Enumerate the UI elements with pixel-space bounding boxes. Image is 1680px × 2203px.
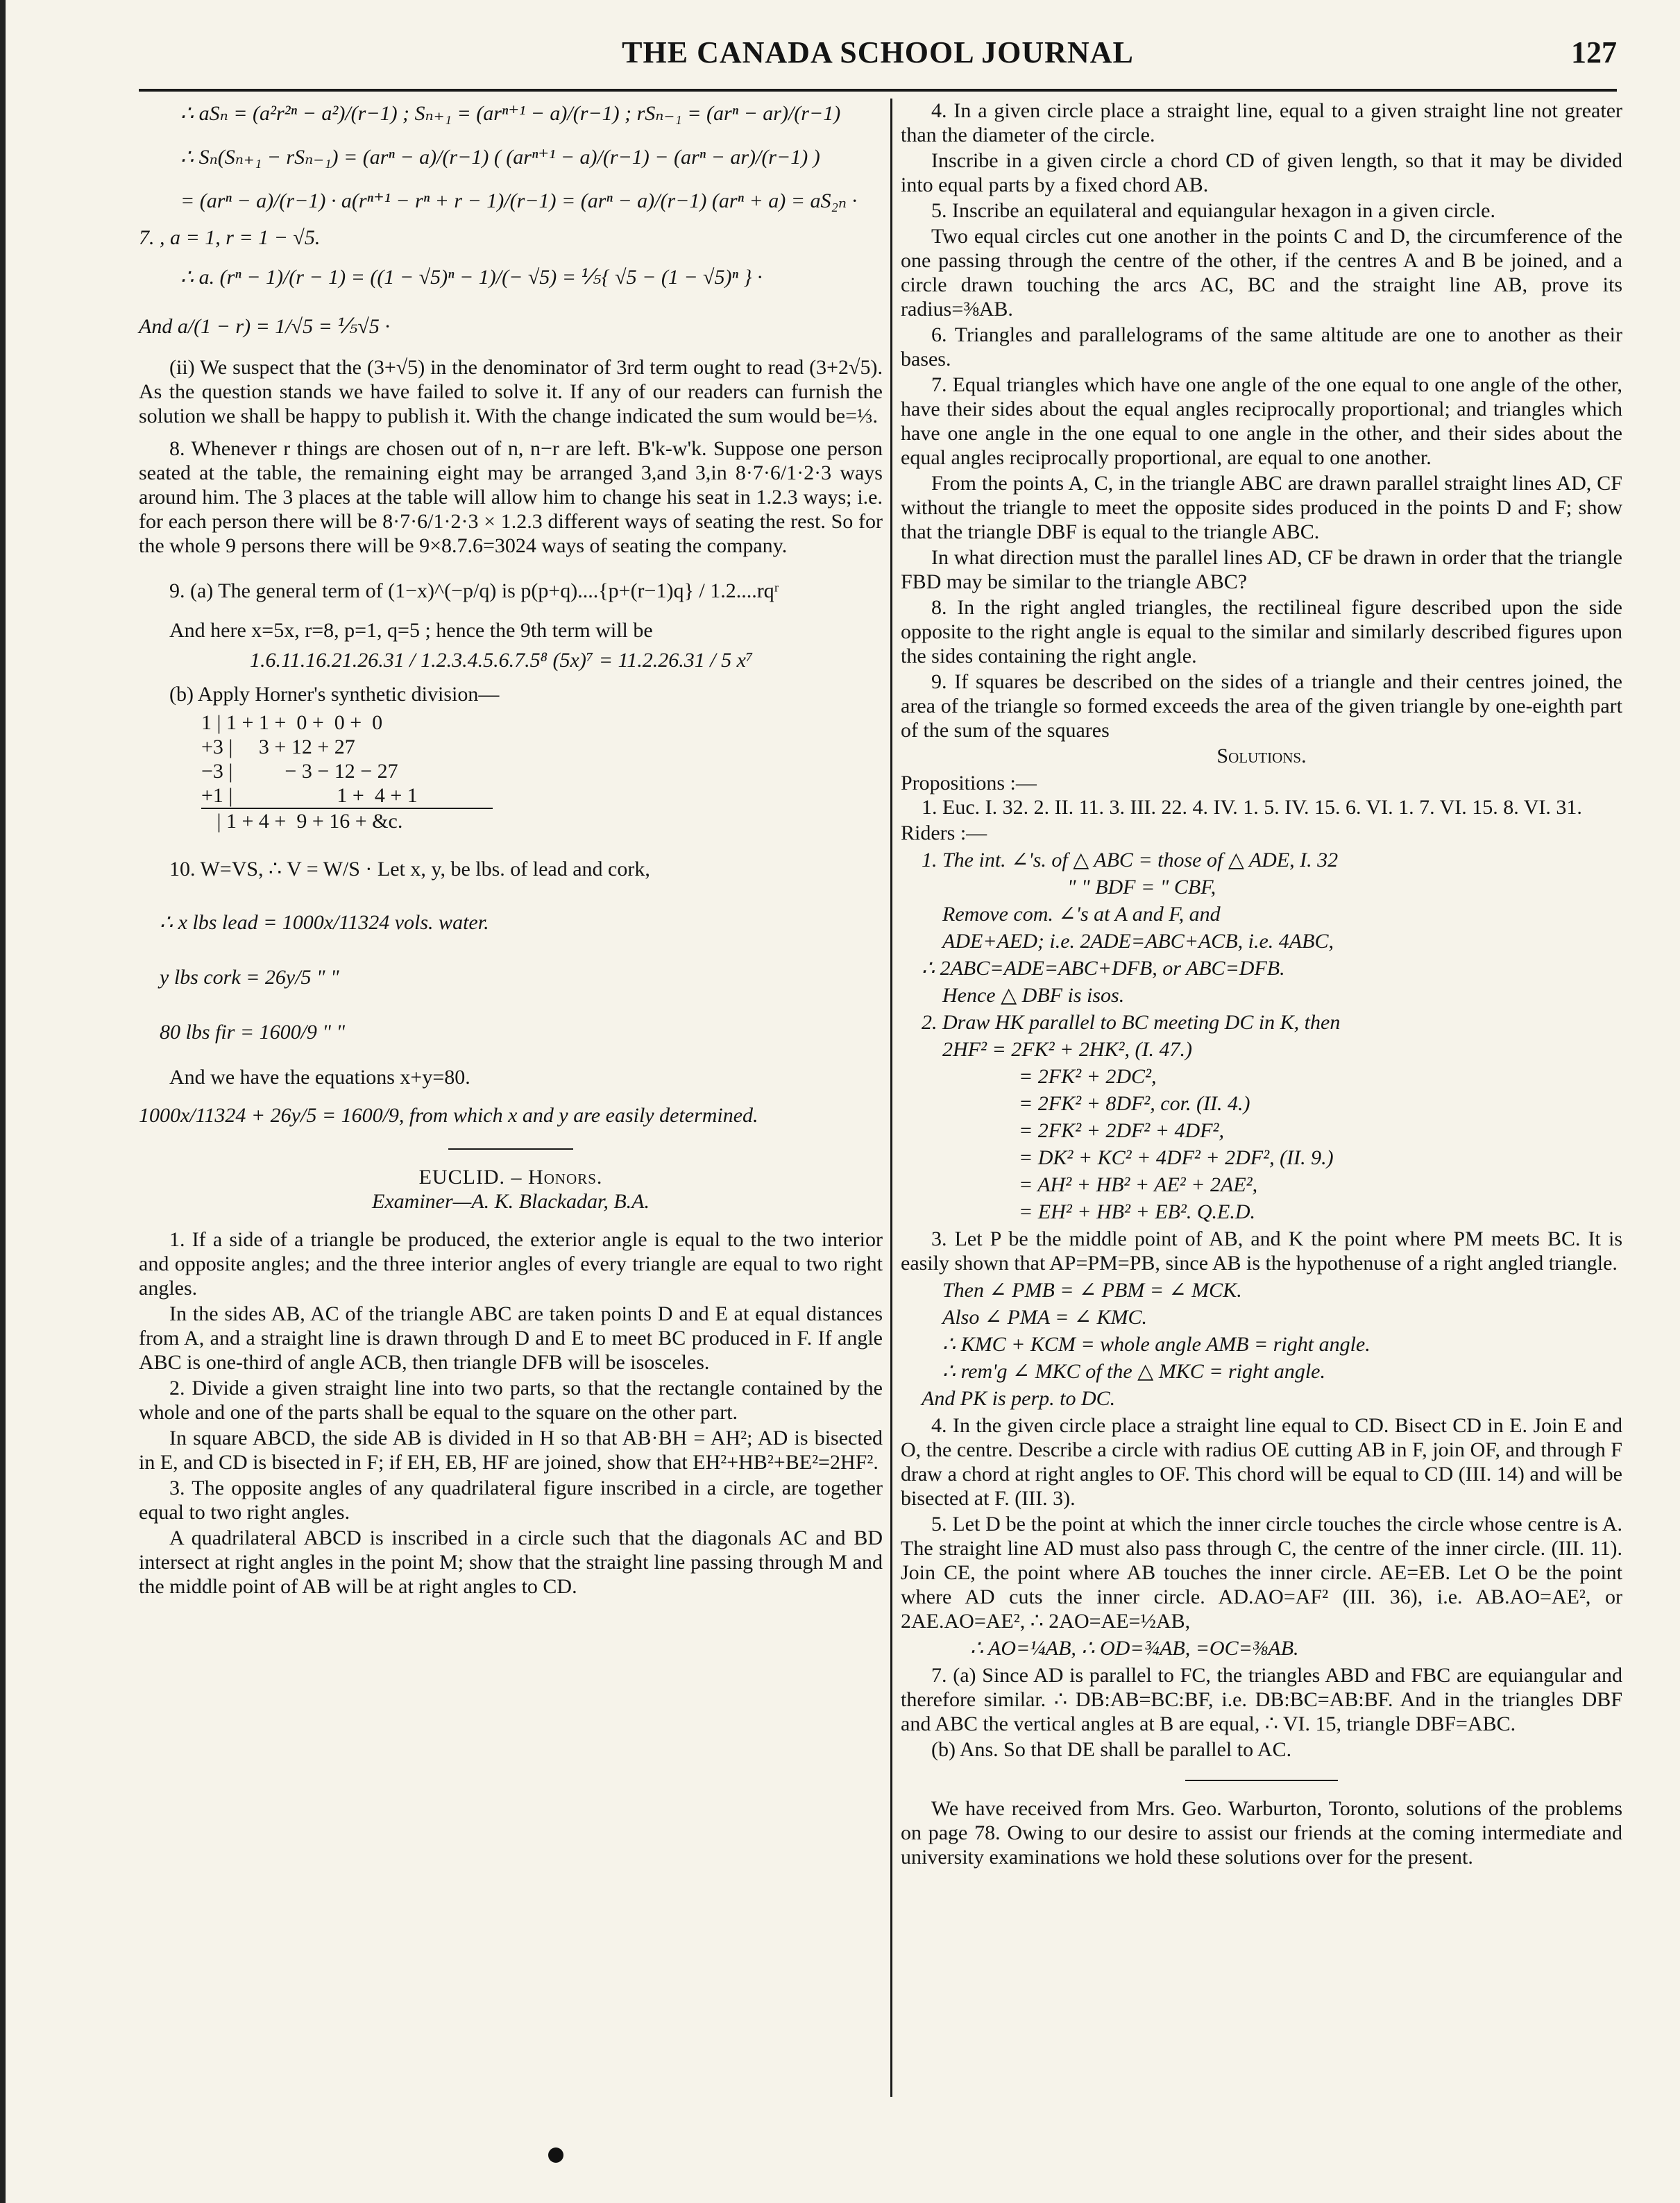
rider-2-line: = 2FK² + 2DC², [1019,1065,1157,1088]
journal-title: THE CANADA SCHOOL JOURNAL [622,35,1134,69]
question-8: 8. In the right angled triangles, the rectilineal figure described upon the side opposite to the right angle is equal to the similar and similarly described figures upon the sides containing the right angle. [901,596,1622,667]
rider-1-line: Remove com. ∠'s at A and F, and [942,903,1221,926]
rider-3-line: Also ∠ PMA = ∠ KMC. [942,1306,1147,1329]
equation-final: 1000x/11324 + 26y/5 = 1600/9, from which x and y are easily determined. [139,1104,758,1127]
math-line: ∴ aSₙ = (a²r²ⁿ − a²)/(r−1) ; Sₙ₊₁ = (arⁿ⁺¹ − a)/(r−1) ; rSₙ₋₁ = (arⁿ − ar)/(r−1) [180,102,841,125]
paragraph-equations: And we have the equations x+y=80. [169,1066,470,1089]
equation-lead: ∴ x lbs lead = 1000x/11324 vols. water. [160,911,489,934]
rider-7a: 7. (a) Since AD is parallel to FC, the triangles ABD and FBC are equiangular and therefore similar. ∴ DB:AB=BC:BF, i.e. DB:BC=AB:BF. And in the triangles DBF and ABC the vertical angles at B are equal, ∴ VI. 15, triangle DBF=ABC. [901,1664,1622,1735]
rider-2-line: = DK² + KC² + 4DF² + 2DF², (II. 9.) [1019,1146,1334,1169]
left-column [139,99,883,1600]
rider-1-line: Hence △ DBF is isos. [942,984,1125,1007]
question-2: 2. Divide a given straight line into two parts, so that the rectangle contained by the whole and one of the parts shall be equal to the square on the other part. [139,1377,883,1424]
paragraph-9c: (b) Apply Horner's synthetic division— [169,683,500,706]
rider-7b: (b) Ans. So that DE shall be parallel to AC. [931,1738,1292,1761]
column-divider [890,99,892,2097]
rider-1-line: ∴ 2ABC=ADE=ABC+DFB, or ABC=DFB. [922,957,1285,980]
horner-row: +3 | 3 + 12 + 27 [201,735,355,758]
question-7-rider-b: In what direction must the parallel lines AD, CF be drawn in order that the triangle FBD may be similar to the triangle ABC? [901,546,1622,593]
math-line: ∴ Sₙ(Sₙ₊₁ − rSₙ₋₁) = (arⁿ − a)/(r−1) ( (arⁿ⁺¹ − a)/(r−1) − (arⁿ − ar)/(r−1) ) [180,146,820,169]
rider-3-line: ∴ rem'g ∠ MKC of the △ MKC = right angle. [942,1360,1325,1383]
math-line: ∴ a. (rⁿ − 1)/(r − 1) = ((1 − √5)ⁿ − 1)/(− √5) = ⅕{ √5 − (1 − √5)ⁿ } · [180,266,763,289]
math-line: And a/(1 − r) = 1/√5 = ⅕√5 · [139,315,390,338]
right-column [901,99,1622,1871]
footer-separator [1185,1780,1338,1781]
solutions-heading: Solutions. [1216,745,1307,767]
question-5: 5. Inscribe an equilateral and equiangular hexagon in a given circle. [931,199,1495,222]
rider-2-line: = 2FK² + 2DF² + 4DF², [1019,1119,1225,1142]
question-4: 4. In a given circle place a straight line, equal to a given straight line not greater than the diameter of the circle. [901,99,1622,146]
rider-2-line: = EH² + HB² + EB². Q.E.D. [1019,1200,1256,1223]
question-9: 9. If squares be described on the sides of a triangle and their centres joined, the area of the triangle so formed exceeds the area of the given triangle by one-eighth part of the sum of the squares [901,670,1622,742]
rider-3-line: ∴ KMC + KCM = whole angle AMB = right angle. [942,1333,1371,1356]
propositions-list: 1. Euc. I. 32. 2. II. 11. 3. III. 22. 4. IV. 1. 5. IV. 15. 6. VI. 1. 7. VI. 15. 8. VI. 31. [922,796,1582,819]
rider-4: 4. In the given circle place a straight line equal to CD. Bisect CD in E. Join E and O, the centre. Describe a circle with radius OE cutting AB in F, join OF, and through F draw a chord at right angles to OF. This chord will be equal to CD (III. 14) and will be bisected at F. (III. 3). [901,1414,1622,1510]
horner-row: 1 | 1 + 1 + 0 + 0 + 0 [201,711,383,734]
rider-3-line: Then ∠ PMB = ∠ PBM = ∠ MCK. [942,1279,1242,1302]
rider-2-line: = AH² + HB² + AE² + 2AE², [1019,1173,1258,1196]
paragraph-8: 8. Whenever r things are chosen out of n, n−r are left. B'k-w'k. Suppose one person seated at the table, the remaining eight may be arranged 3,and 3,in 8·7·6/1·2·3 ways around him. The 3 places at the table will allow him to change his seat in 1.2.3 ways; i.e. for each person there will be 8·7·6/1·2·3 × 1.2.3 different ways of seating the rest. So for the whole 9 persons there will be 9×8.7.6=3024 ways of seating the company. [139,437,883,557]
paragraph-ii: (ii) We suspect that the (3+√5) in the denominator of 3rd term ought to read (3+2√5). As the question stands we have failed to solve it. If any of our readers can furnish the solution we shall be happy to publish it. With the change indicated the sum would be=⅓. [139,356,883,427]
page-number: 127 [1571,35,1617,69]
riders-label: Riders :— [901,822,987,844]
rider-2-line: 2HF² = 2FK² + 2HK², (I. 47.) [942,1038,1192,1061]
horner-division [201,711,883,833]
question-3-rider: A quadrilateral ABCD is inscribed in a circle such that the diagonals AC and BD intersect at right angles in the point M; show that the straight line passing through M and the middle point of AB will be at right angles to CD. [139,1526,883,1598]
ink-dot [548,2147,563,2163]
question-7-rider: From the points A, C, in the triangle ABC are drawn parallel straight lines AD, CF without the triangle to meet the opposite sides produced in the points D and F; show that the triangle DBF is equal to the triangle ABC. [901,472,1622,543]
math-line: 7. , a = 1, r = 1 − √5. [139,226,321,249]
question-2-rider: In square ABCD, the side AB is divided in H so that AB·BH = AH²; AD is bisected in E, and CD is bisected in F; if EH, EB, HF are joined, show that EH²+HB²+BE²=2HF². [139,1427,883,1474]
examiner-line: Examiner—A. K. Blackadar, B.A. [372,1190,650,1213]
question-7: 7. Equal triangles which have one angle of the one equal to one angle of the other, have their sides about the equal angles reciprocally proportional; and triangles which have one angle in the one equal to one angle in the other, and their sides about the equal angles reciprocally proportional, are equal to one another. [901,373,1622,469]
equation-fir: 80 lbs fir = 1600/9 " " [160,1021,346,1044]
question-1: 1. If a side of a triangle be produced, the exterior angle is equal to the two interior and opposite angles; and the three interior angles of every triangle are equal to two right angles. [139,1228,883,1300]
rider-2-line: = 2FK² + 8DF², cor. (II. 4.) [1019,1092,1250,1115]
page-header [139,35,1617,83]
equation-cork: y lbs cork = 26y/5 " " [160,966,339,989]
question-6: 6. Triangles and parallelograms of the same altitude are one to another as their bases. [901,323,1622,371]
rider-5-last: ∴ AO=¼AB, ∴ OD=¾AB, =OC=⅜AB. [970,1637,1299,1660]
rider-3-line: And PK is perp. to DC. [922,1387,1116,1410]
question-1-rider: In the sides AB, AC of the triangle ABC are taken points D and E at equal distances from A, and a straight line is drawn through D and E to meet BC produced in F. If angle ABC is one-third of angle ACB, then triangle DFB will be isosceles. [139,1302,883,1374]
scan-edge [0,0,6,2203]
question-4-rider: Inscribe in a given circle a chord CD of given length, so that it may be divided into equal parts by a fixed chord AB. [901,149,1622,196]
rider-1-line: 1. The int. ∠'s. of △ ABC = those of △ ADE, I. 32 [922,849,1339,871]
math-9: 1.6.11.16.21.26.31 / 1.2.3.4.5.6.7.5⁸ (5x)⁷ = 11.2.26.31 / 5 x⁷ [250,649,754,672]
question-5-rider: Two equal circles cut one another in the points C and D, the circumference of the one passing through the centre of the other, if the centres A and B be joined, and a circle drawn touching the arcs AC, BC and the straight line AB, prove its radius=⅜AB. [901,225,1622,321]
paragraph-9b: And here x=5x, r=8, p=1, q=5 ; hence the 9th term will be [169,619,653,642]
horner-row: +1 | 1 + 4 + 1 [201,784,418,807]
rider-2-line: 2. Draw HK parallel to BC meeting DC in K, then [922,1011,1341,1034]
paragraph-9a: 9. (a) The general term of (1−x)^(−p/q) is p(p+q)....{p+(r−1)q} / 1.2....rqʳ [169,579,779,602]
math-line: = (arⁿ − a)/(r−1) · a(rⁿ⁺¹ − rⁿ + r − 1)/(r−1) = (arⁿ − a)/(r−1) (arⁿ + a) = aS₂ₙ · [180,189,858,212]
editor-note: We have received from Mrs. Geo. Warburton, Toronto, solutions of the problems on page 78. Owing to our desire to assist our friends at the coming intermediate and university examinations we hold these solutions over for the present. [901,1797,1622,1869]
rider-1-line: ADE+AED; i.e. 2ADE=ABC+ACB, i.e. 4ABC, [942,930,1334,953]
horner-row: | 1 + 4 + 9 + 16 + &c. [201,810,403,833]
rider-5: 5. Let D be the point at which the inner circle touches the circle whose centre is A. The straight line AD must also pass through C, the centre of the inner circle. (III. 11). Join CE, the point where AB touches the inner circle. AE=EB. Let O be the point where AD cuts the inner circle. AD.AO=AF² (III. 36), i.e. AB.AO=AE², or 2AE.AO=AE², ∴ 2AO=AE=½AB, [901,1513,1622,1633]
section-separator [448,1148,573,1150]
section-heading: EUCLID. – Honors. [418,1166,603,1189]
horner-row: −3 | − 3 − 12 − 27 [201,760,398,783]
paragraph-10: 10. W=VS, ∴ V = W/S · Let x, y, be lbs. of lead and cork, [169,858,650,881]
question-3: 3. The opposite angles of any quadrilateral figure inscribed in a circle, are together equal to two right angles. [139,1477,883,1524]
propositions-label: Propositions :— [901,772,1037,794]
rider-3: 3. Let P be the middle point of AB, and K the point where PM meets BC. It is easily shown that AP=PM=PB, since AB is the hypothenuse of a right angled triangle. [901,1227,1622,1275]
header-rule [139,89,1617,92]
rider-1-line: " " BDF = " CBF, [1067,876,1216,899]
